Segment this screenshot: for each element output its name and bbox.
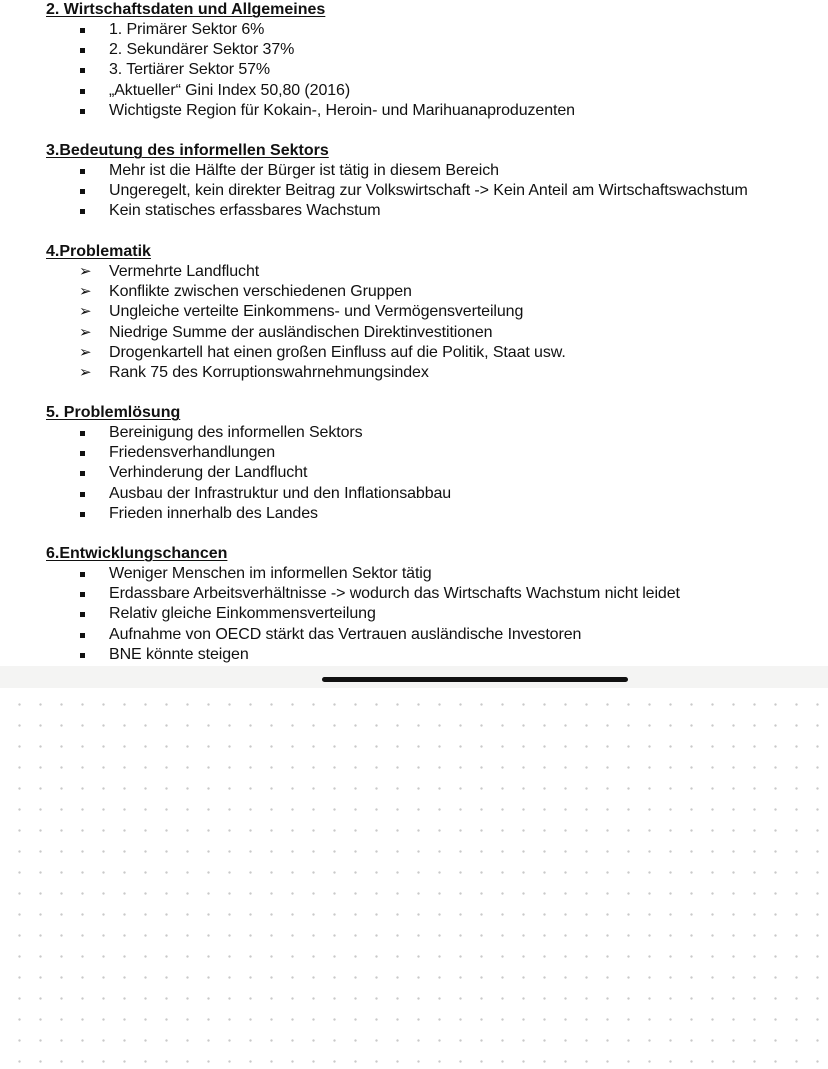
list-item bbox=[0, 20, 828, 40]
arrow-bullet-icon: ➢ bbox=[79, 263, 92, 280]
arrow-bullet-icon: ➢ bbox=[79, 323, 92, 341]
list-item-text: Aufnahme von OECD stärkt das Vertrauen ausländische Investoren bbox=[109, 625, 582, 643]
list-item-text: Mehr ist die Hälfte der Bürger ist tätig in diesem Bereich bbox=[109, 162, 499, 179]
list-item bbox=[0, 363, 828, 383]
section-heading: 3.Bedeutung des informellen Sektors bbox=[46, 142, 329, 159]
square-bullet-icon bbox=[80, 572, 85, 577]
list-item-text: Drogenkartell hat einen großen Einfluss auf die Politik, Staat usw. bbox=[109, 343, 566, 361]
list-item bbox=[0, 60, 828, 80]
home-indicator[interactable] bbox=[322, 677, 628, 682]
section-heading: 6.Entwicklungschancen bbox=[46, 545, 228, 562]
list-item-text: Konflikte zwischen verschiedenen Gruppen bbox=[109, 283, 412, 301]
list-item-text: Erdassbare Arbeitsverhältnisse -> wodurch das Wirtschafts Wachstum nicht leidet bbox=[109, 585, 680, 603]
list-item-text: Vermehrte Landflucht bbox=[109, 263, 260, 280]
list-item-text: Wichtigste Region für Kokain-, Heroin- und Marihuanaproduzenten bbox=[109, 101, 575, 119]
list-item-text: 2. Sekundärer Sektor 37% bbox=[109, 41, 295, 59]
list-item bbox=[0, 625, 828, 645]
list-item-text: Ungleiche verteilte Einkommens- und Vermögensverteilung bbox=[109, 303, 524, 321]
list-item bbox=[0, 645, 828, 665]
arrow-list bbox=[0, 262, 828, 383]
list-item-text: Relativ gleiche Einkommensverteilung bbox=[109, 605, 376, 623]
list-item bbox=[0, 604, 828, 624]
list-item-text: BNE könnte steigen bbox=[109, 645, 249, 663]
list-item bbox=[0, 40, 828, 60]
section-heading: 5. Problemlösung bbox=[46, 404, 181, 421]
list-item bbox=[0, 282, 828, 302]
section-heading: 4.Problematik bbox=[46, 243, 151, 260]
square-bullet-icon bbox=[80, 592, 85, 597]
square-bullet-icon bbox=[80, 451, 85, 456]
dot-grid-canvas[interactable] bbox=[0, 688, 828, 1069]
arrow-bullet-icon: ➢ bbox=[79, 283, 92, 301]
list-item-text: Weniger Menschen im informellen Sektor tätig bbox=[109, 565, 432, 582]
list-item bbox=[0, 81, 828, 101]
square-bullet-icon bbox=[80, 109, 85, 114]
list-item bbox=[0, 101, 828, 121]
square-bullet-icon bbox=[80, 471, 85, 476]
list-item bbox=[0, 463, 828, 483]
list-item bbox=[0, 423, 828, 443]
square-bullet-icon bbox=[80, 612, 85, 617]
list-item-text: Verhinderung der Landflucht bbox=[109, 464, 308, 482]
list-item-text: Ungeregelt, kein direkter Beitrag zur Volkswirtschaft -> Kein Anteil am Wirtschaftswachstum bbox=[109, 182, 748, 200]
list-item-text: Kein statisches erfassbares Wachstum bbox=[109, 202, 381, 220]
list-item bbox=[0, 201, 828, 221]
square-bullet-icon bbox=[80, 633, 85, 638]
list-item-text: Frieden innerhalb des Landes bbox=[109, 504, 318, 522]
square-bullet-icon bbox=[80, 209, 85, 214]
list-item bbox=[0, 504, 828, 524]
list-item-text: Rank 75 des Korruptionswahrnehmungsindex bbox=[109, 363, 429, 381]
list-item bbox=[0, 443, 828, 463]
square-bullet-icon bbox=[80, 48, 85, 53]
square-bullet-icon bbox=[80, 512, 85, 517]
arrow-bullet-icon: ➢ bbox=[79, 343, 92, 361]
list-item-text: 1. Primärer Sektor 6% bbox=[109, 21, 265, 38]
list-item bbox=[0, 484, 828, 504]
section-heading: 2. Wirtschaftsdaten und Allgemeines bbox=[46, 1, 326, 18]
square-bullet-icon bbox=[80, 169, 85, 174]
list-item-text: „Aktueller“ Gini Index 50,80 (2016) bbox=[109, 81, 351, 99]
square-bullet-icon bbox=[80, 28, 85, 33]
list-item-text: Ausbau der Infrastruktur und den Inflationsabbau bbox=[109, 484, 452, 502]
square-bullet-icon bbox=[80, 492, 85, 497]
list-item bbox=[0, 584, 828, 604]
list-item bbox=[0, 564, 828, 584]
list-item-text: 3. Tertiärer Sektor 57% bbox=[109, 61, 271, 79]
square-bullet-icon bbox=[80, 68, 85, 73]
square-bullet-icon bbox=[80, 431, 85, 436]
list-item bbox=[0, 302, 828, 322]
square-bullet-icon bbox=[80, 89, 85, 94]
list-item-text: Friedensverhandlungen bbox=[109, 444, 276, 462]
square-bullet-icon bbox=[80, 189, 85, 194]
bullet-list bbox=[0, 161, 828, 222]
list-item bbox=[0, 323, 828, 343]
square-bullet-icon bbox=[80, 653, 85, 658]
bullet-list bbox=[0, 564, 828, 665]
list-item-text: Niedrige Summe der ausländischen Direktinvestitionen bbox=[109, 323, 493, 341]
list-item-text: Bereinigung des informellen Sektors bbox=[109, 424, 363, 441]
arrow-bullet-icon: ➢ bbox=[79, 303, 92, 321]
list-item bbox=[0, 181, 828, 201]
list-item bbox=[0, 343, 828, 363]
list-item bbox=[0, 161, 828, 181]
bullet-list bbox=[0, 423, 828, 524]
bullet-list bbox=[0, 20, 828, 121]
arrow-bullet-icon: ➢ bbox=[79, 363, 92, 381]
list-item bbox=[0, 262, 828, 282]
